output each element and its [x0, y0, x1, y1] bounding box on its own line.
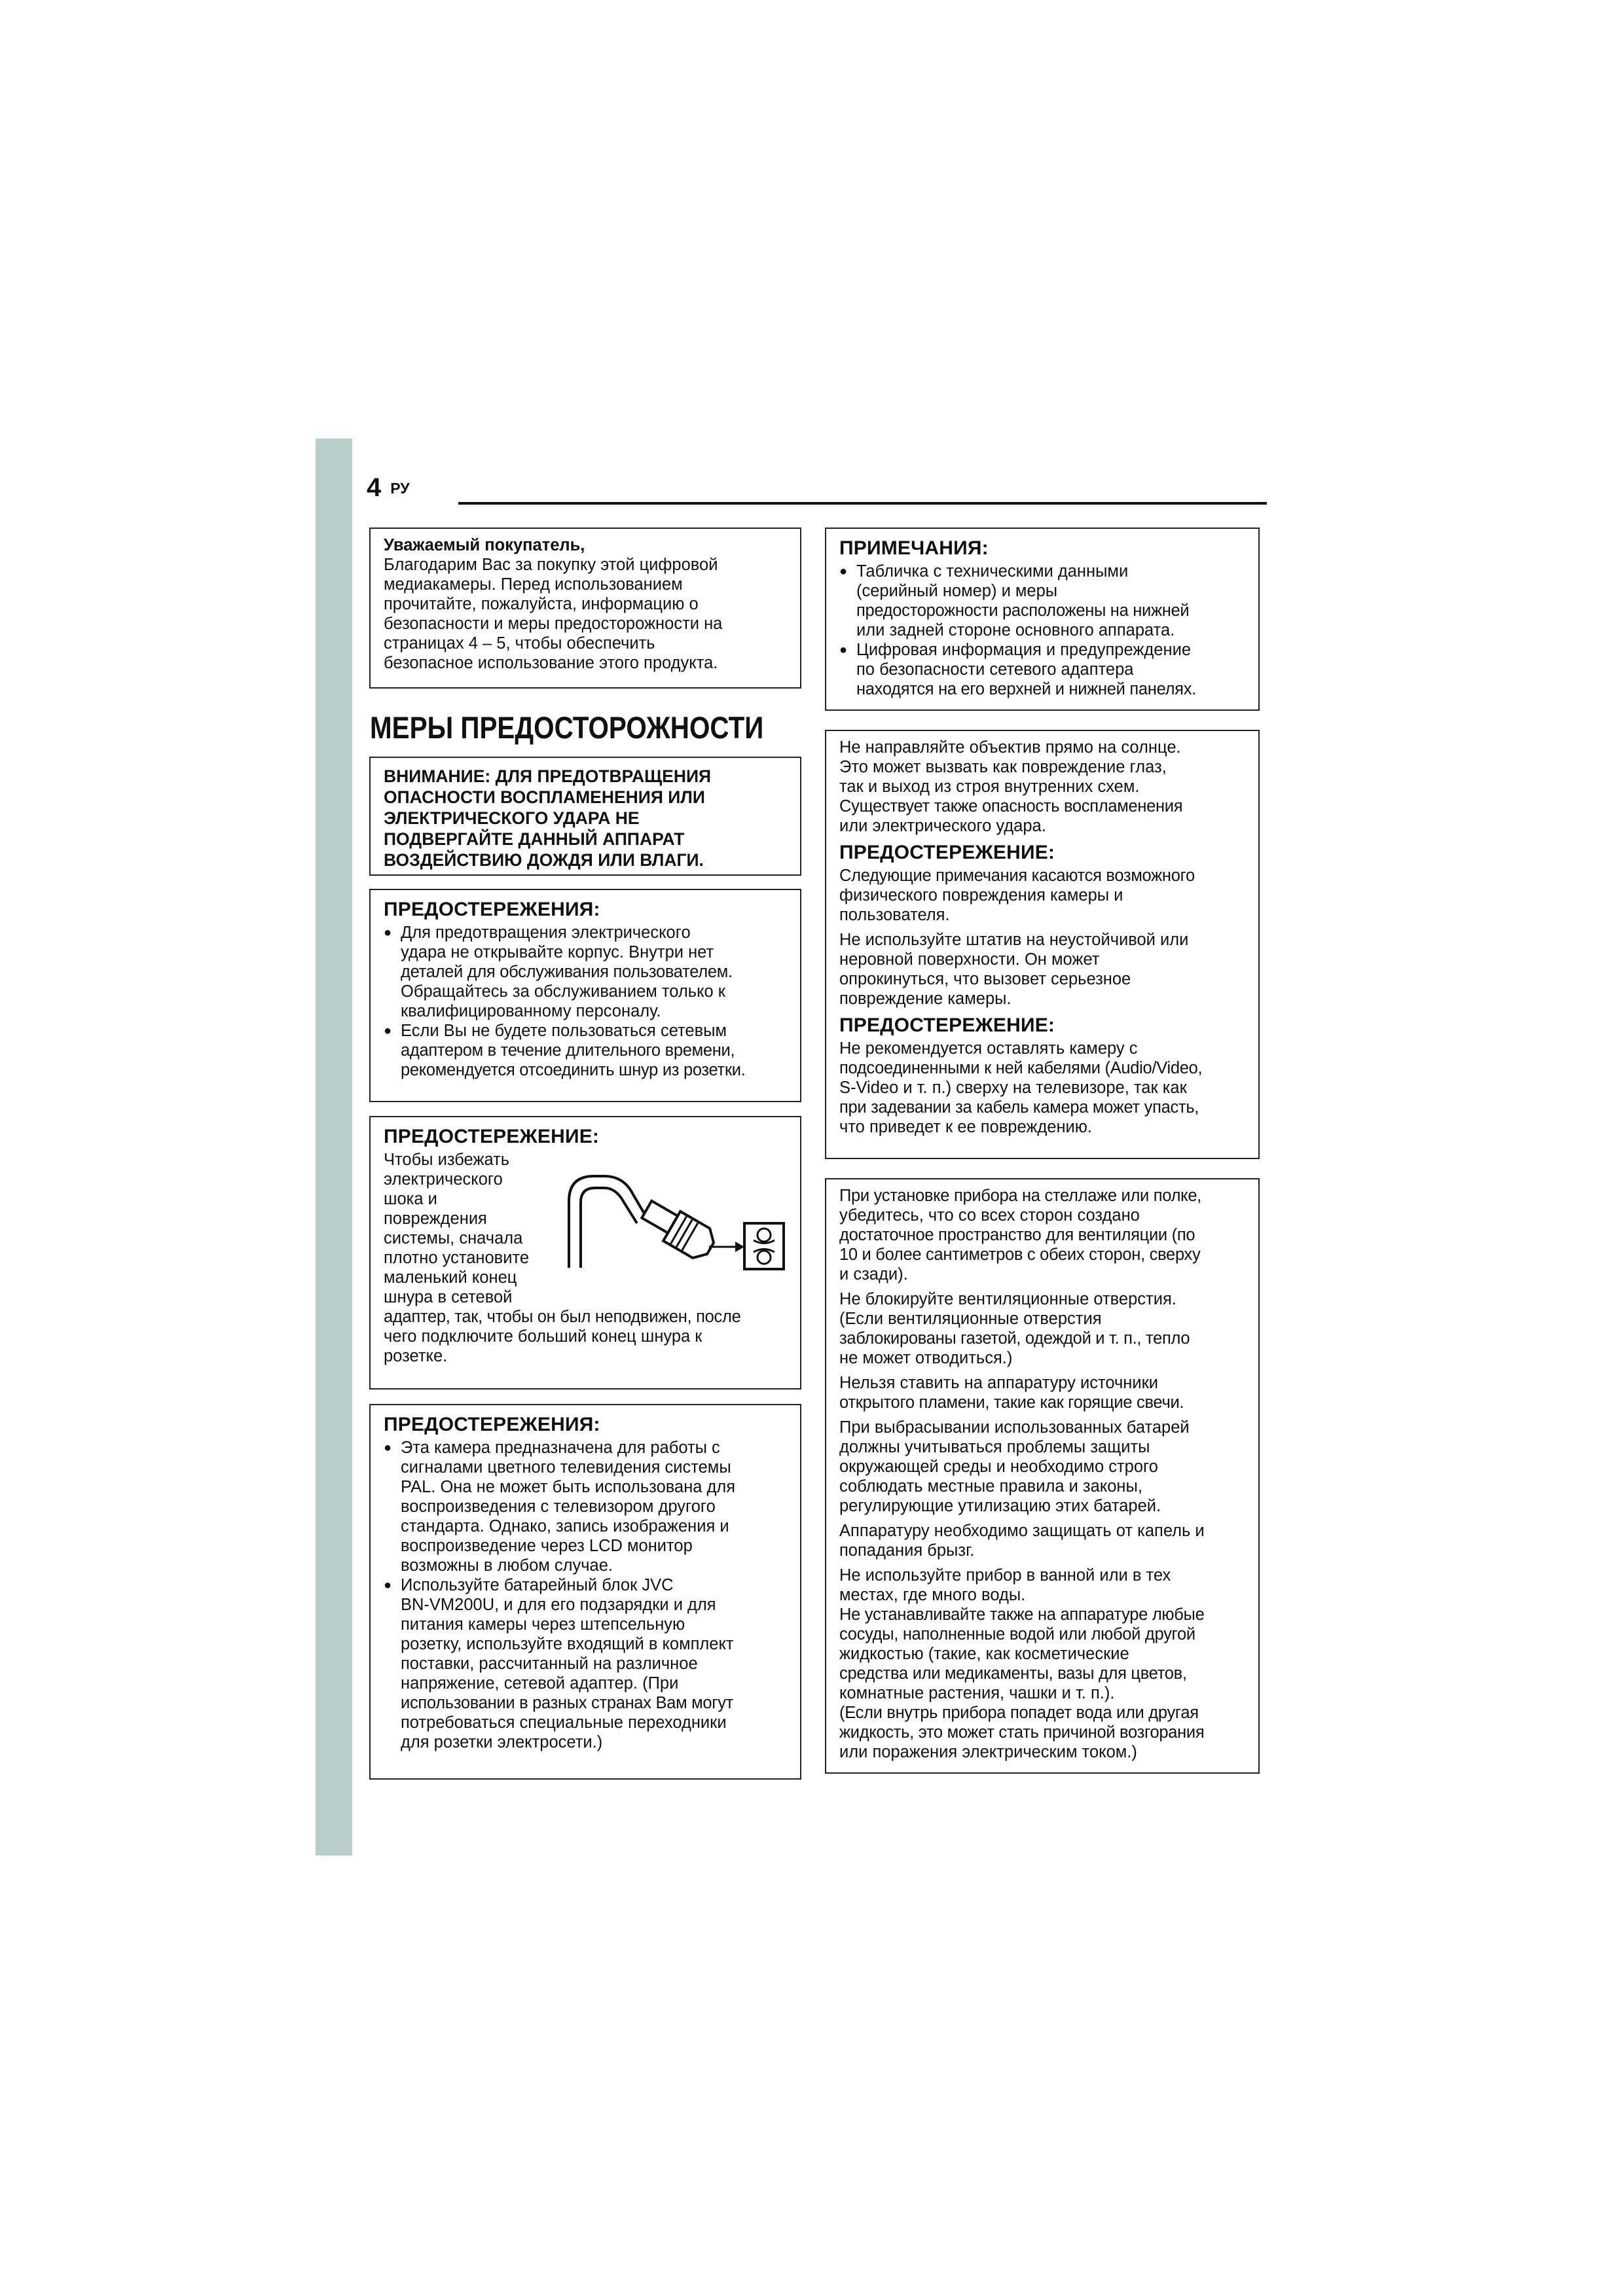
caution-line: возможны в любом случае.	[401, 1556, 613, 1575]
cable-line: Чтобы избежать	[384, 1151, 510, 1169]
note-line: ● Цифровая информация и предупреждение	[856, 641, 1191, 659]
caution-line: BN-VM200U, и для его подзарядки и для	[401, 1596, 716, 1614]
caution-line: пользователя.	[839, 906, 950, 924]
caution-title: ПРЕДОСТЕРЕЖЕНИЕ:	[839, 1014, 1055, 1036]
cautions-title: ПРЕДОСТЕРЕЖЕНИЯ:	[384, 1414, 600, 1435]
install-line: (Если внутрь прибора попадет вода или другая	[839, 1704, 1199, 1722]
caution-line: S-Video и т. п.) сверху на телевизоре, так как	[839, 1079, 1187, 1097]
caution-line: Не рекомендуется оставлять камеру с	[839, 1039, 1138, 1058]
sun-line: Это может вызвать как повреждение глаз,	[839, 758, 1167, 776]
right-cautions-box	[825, 730, 1260, 1159]
arrow-head	[735, 1242, 744, 1252]
note-line: (серийный номер) и меры	[856, 582, 1058, 600]
cable-line: повреждения	[384, 1210, 487, 1228]
caution-line: что приведет к ее повреждению.	[839, 1118, 1092, 1136]
caution-line: потребоваться специальные переходники	[401, 1713, 727, 1732]
caution-line: опрокинуться, что вызовет серьезное	[839, 970, 1131, 988]
intro-greeting: Уважаемый покупатель,	[384, 536, 585, 554]
caution-line: неровной поверхности. Он может	[839, 950, 1100, 969]
warning-box	[369, 757, 801, 876]
plug-icon	[637, 1196, 719, 1263]
caution-line: подсоединенными к ней кабелями (Audio/Video,	[839, 1059, 1203, 1077]
sun-line: Не направляйте объектив прямо на солнце.	[839, 738, 1181, 757]
install-line: жидкостью (такие, как косметические	[839, 1645, 1129, 1663]
installation-box	[825, 1178, 1260, 1774]
sun-line: или электрического удара.	[839, 817, 1046, 835]
caution-line: PAL. Она не может быть использована для	[401, 1478, 736, 1496]
header-rule	[458, 502, 1267, 505]
install-line: сосуды, наполненные водой или любой другой	[839, 1625, 1195, 1643]
caution-line: ● Эта камера предназначена для работы с	[401, 1439, 720, 1457]
caution-line: сигналами цветного телевидения системы	[401, 1458, 731, 1477]
cautions-box-2	[369, 1404, 801, 1780]
socket-icon	[744, 1223, 784, 1269]
caution-line: использовании в разных странах Вам могут	[401, 1694, 734, 1712]
page-number	[367, 475, 410, 501]
note-line: находятся на его верхней и нижней панелях.	[856, 680, 1196, 698]
intro-line: безопасное использование этого продукта.	[384, 654, 718, 672]
cable-line: электрического	[384, 1170, 503, 1189]
install-line: регулирующие утилизацию этих батарей.	[839, 1497, 1161, 1515]
note-line: или задней стороне основного аппарата.	[856, 621, 1175, 639]
cautions-box-1	[369, 889, 801, 1102]
caution-line: при задевании за кабель камера может упасть,	[839, 1098, 1199, 1117]
note-line: ● Табличка с техническими данными	[856, 562, 1129, 581]
warning-line: ЭЛЕКТРИЧЕСКОГО УДАРА НЕ	[384, 808, 640, 828]
note-item	[839, 640, 1245, 699]
cable-line: розетке.	[384, 1347, 448, 1365]
caution-line: ● Для предотвращения электрического	[401, 924, 691, 942]
caution-title: ПРЕДОСТЕРЕЖЕНИЕ:	[839, 842, 1055, 863]
install-line: Нельзя ставить на аппаратуру источники	[839, 1374, 1158, 1392]
install-line: комнатные растения, чашки и т. п.).	[839, 1684, 1115, 1702]
intro-line: медиакамеры. Перед использованием	[384, 575, 683, 594]
install-line: не может отводиться.)	[839, 1349, 1013, 1367]
warning-line: ВОЗДЕЙСТВИЮ ДОЖДЯ ИЛИ ВЛАГИ.	[384, 850, 704, 870]
page-number-value: 4	[367, 473, 382, 502]
caution-line: повреждение камеры.	[839, 990, 1012, 1008]
cable-line: шока и	[384, 1190, 437, 1208]
cable-caution-box	[369, 1116, 801, 1390]
install-line: или поражения электрическим током.)	[839, 1743, 1137, 1761]
caution-line: деталей для обслуживания пользователем.	[401, 963, 733, 981]
power-cord-illustration	[564, 1163, 786, 1294]
caution-item	[384, 1575, 787, 1752]
caution-line: квалифицированному персоналу.	[401, 1002, 661, 1020]
caution-line: Не используйте штатив на неустойчивой или	[839, 931, 1189, 949]
warning-line: ОПАСНОСТИ ВОСПЛАМЕНЕНИЯ ИЛИ	[384, 787, 705, 807]
caution-item	[384, 1021, 787, 1080]
intro-line: страницах 4 – 5, чтобы обеспечить	[384, 634, 655, 653]
install-line: открытого пламени, такие как горящие свечи.	[839, 1393, 1184, 1412]
install-line: должны учитываться проблемы защиты	[839, 1438, 1150, 1456]
install-line: Не устанавливайте также на аппаратуре любые	[839, 1605, 1205, 1624]
install-line: и сзади).	[839, 1265, 908, 1283]
install-line: достаточное пространство для вентиляции (по	[839, 1226, 1195, 1244]
caution-line: ● Используйте батарейный блок JVC	[401, 1576, 674, 1594]
note-line: по безопасности сетевого адаптера	[856, 660, 1134, 679]
sun-line: Существует также опасность воспламенения	[839, 797, 1183, 816]
install-line: Аппаратуру необходимо защищать от капель и	[839, 1522, 1205, 1540]
install-line: При установке прибора на стеллаже или полке,	[839, 1187, 1201, 1205]
cable-line: системы, сначала	[384, 1229, 523, 1247]
caution-line: Обращайтесь за обслуживанием только к	[401, 982, 725, 1001]
intro-line: прочитайте, пожалуйста, информацию о	[384, 595, 699, 613]
intro-line: безопасности и меры предосторожности на	[384, 615, 723, 633]
caution-line: ● Если Вы не будете пользоваться сетевым	[401, 1022, 727, 1040]
caution-line: воспроизведение через LCD монитор	[401, 1537, 693, 1555]
intro-box	[369, 528, 801, 689]
install-line: 10 и более сантиметров с обеих сторон, сверху	[839, 1246, 1201, 1264]
caution-item	[384, 923, 787, 1021]
caution-line: розетку, используйте входящий в комплект	[401, 1635, 734, 1653]
cable-line: плотно установите	[384, 1249, 530, 1267]
intro-line: Благодарим Вас за покупку этой цифровой	[384, 556, 718, 574]
note-line: предосторожности расположены на нижней	[856, 601, 1190, 620]
install-line: Не используйте прибор в ванной или в тех	[839, 1566, 1171, 1585]
page-language: РУ	[390, 480, 410, 497]
caution-item	[384, 1438, 787, 1575]
side-tab-bar	[316, 439, 352, 1856]
install-line: попадания брызг.	[839, 1541, 975, 1560]
install-line: местах, где много воды.	[839, 1586, 1026, 1604]
caution-line: напряжение, сетевой адаптер. (При	[401, 1674, 679, 1693]
install-line: (Если вентиляционные отверстия	[839, 1310, 1102, 1328]
caution-line: рекомендуется отсоединить шнур из розетки.	[401, 1061, 746, 1079]
install-line: Не блокируйте вентиляционные отверстия.	[839, 1290, 1176, 1308]
caution-line: физического повреждения камеры и	[839, 886, 1123, 905]
cable-line: адаптер, так, чтобы он был неподвижен, после	[384, 1308, 741, 1326]
cable-line: чего подключите больший конец шнура к	[384, 1327, 702, 1346]
caution-line: Следующие примечания касаются возможного	[839, 867, 1195, 885]
note-item	[839, 562, 1245, 640]
install-line: средства или медикаменты, вазы для цветов,	[839, 1664, 1187, 1683]
caution-line: поставки, рассчитанный на различное	[401, 1655, 698, 1673]
install-line: окружающей среды и необходимо строго	[839, 1458, 1158, 1476]
cautions-title: ПРЕДОСТЕРЕЖЕНИЯ:	[384, 899, 600, 920]
install-line: убедитесь, что со всех сторон создано	[839, 1206, 1140, 1225]
warning-line: ПОДВЕРГАЙТЕ ДАННЫЙ АППАРАТ	[384, 829, 685, 849]
cable-line: шнура в сетевой	[384, 1288, 513, 1306]
install-line: При выбрасывании использованных батарей	[839, 1418, 1190, 1437]
main-title: МЕРЫ ПРЕДОСТОРОЖНОСТИ	[370, 710, 764, 745]
sun-line: так и выход из строя внутренних схем.	[839, 778, 1140, 796]
install-line: жидкость, это может стать причиной возгорания	[839, 1723, 1205, 1742]
cable-line: маленький конец	[384, 1268, 517, 1287]
caution-line: стандарта. Однако, запись изображения и	[401, 1517, 729, 1535]
caution-line: адаптером в течение длительного времени,	[401, 1041, 735, 1060]
cable-caution-text	[384, 1150, 574, 1307]
caution-line: для розетки электросети.)	[401, 1733, 603, 1751]
warning-line: ВНИМАНИЕ: ДЛЯ ПРЕДОТВРАЩЕНИЯ	[384, 766, 712, 786]
caution-line: питания камеры через штепсельную	[401, 1615, 685, 1634]
cord-line	[581, 1188, 637, 1268]
install-line: соблюдать местные правила и законы,	[839, 1477, 1142, 1496]
notes-title: ПРИМЕЧАНИЯ:	[839, 537, 989, 559]
caution-line: воспроизведения с телевизором другого	[401, 1498, 716, 1516]
install-line: заблокированы газетой, одеждой и т. п., тепло	[839, 1329, 1190, 1348]
caution-line: удара не открывайте корпус. Внутри нет	[401, 943, 714, 961]
cable-caution-title: ПРЕДОСТЕРЕЖЕНИЕ:	[384, 1126, 600, 1147]
notes-box	[825, 528, 1260, 711]
